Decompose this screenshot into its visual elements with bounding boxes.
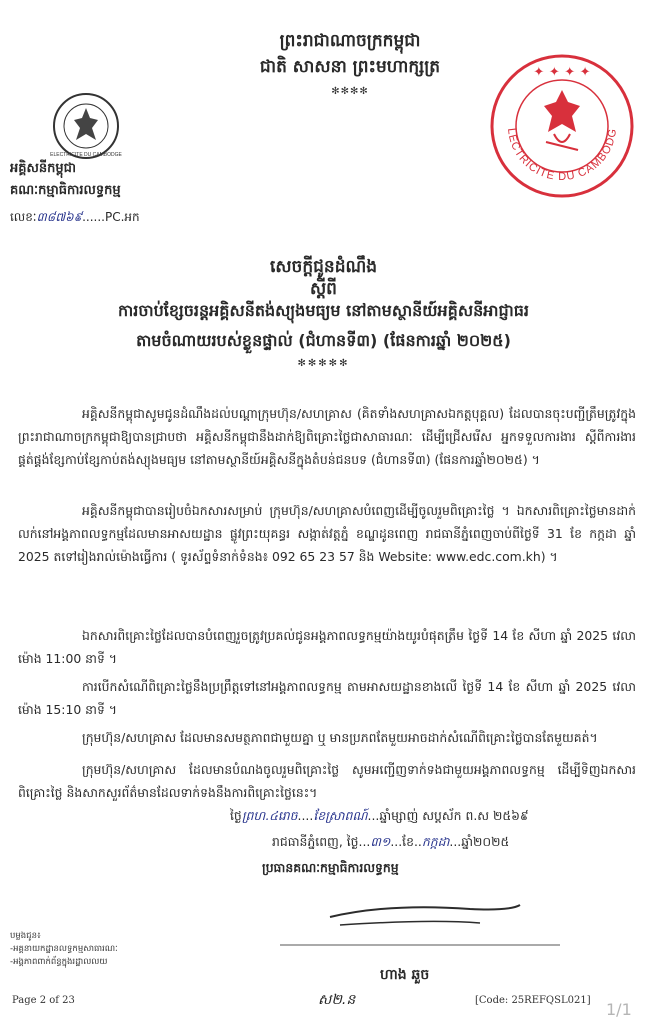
paragraph-6-text: ក្រុមហ៊ុន/សហគ្រាស ដែលមានបំណងចូលរួមពិគ្រោះថ្លៃ សូមអញ្ជើញទាក់ទងជាមួយអង្គភាពលទ្ធកម្ម ដើម្បីទិញឯកសារពិគ្រោះថ្លៃ និងសាកសួរព័ត៌មានដែលទាក់ទងនឹងការពិគ្រោះថ្លៃនេះ។ — [18, 762, 636, 800]
solar-year: ឆ្នាំ២០២៥ — [461, 834, 510, 849]
paragraph-1-text: អគ្គិសនីកម្ពុជាសូមជូនដំណឹងដល់បណ្តាក្រុមហ៊ុន/សហគ្រាស (គិតទាំងសហគ្រាសឯកត្តបុគ្គល) ដែលបានចុះបញ្ជីត្រឹមត្រូវក្នុងព្រះរាជាណាចក្រកម្ពុជាឱ្យបានជ្រាបថា អគ្គិសនីកម្ពុជានឹងដាក់ឱ្យពិគ្រោះថ្លៃជាសាធារណៈ ដើម្បីជ្រើសរើស អ្នកទទួលការងារ ស្តីពីការងារផ្គត់ផ្គង់ខ្សែកាប់ខ្សែកាប់តង់ស្យុងមធ្យម នៅតាមស្ថានីយ៍អគ្គិសនីក្នុងតំបន់ជនបទ (ជំហានទី៣) (ផែនការឆ្នាំ២០២៥) ។ — [18, 406, 636, 467]
edc-logo — [50, 92, 122, 160]
solar-month-label: ខែ — [402, 834, 414, 849]
kingdom-heading: ព្រះរាជាណាចក្រកម្ពុជា — [279, 31, 421, 51]
paragraph-2-text: អគ្គិសនីកម្ពុជាបានរៀបចំឯកសារសម្រាប់ ក្រុមហ៊ុន/សហគ្រាសបំពេញដើម្បីចូលរួមពិគ្រោះថ្លៃ ។ ឯកសារពិគ្រោះថ្លៃមានដាក់លក់នៅអង្គភាពលទ្ធកម្មដែលមានអាសយដ្ឋាន ផ្លូវព្រះយុគន្ធរ សង្កាត់វត្តភ្នំ ខណ្ឌដូនពេញ រាជធានីភ្នំពេញចាប់ពីថ្ងៃទី 31 ខែ កក្កដា ឆ្នាំ 2025 តទៅរៀងរាល់ម៉ោងធ្វើការ ( ទូរស័ព្ទទំនាក់ទំនង៖ 092 65 23 57 និង Website: www.edc.com.kh) ។ — [18, 503, 636, 564]
lunar-month-handwritten: ខែស្រាពណ៍ — [313, 808, 368, 823]
reference-number — [10, 209, 140, 227]
lunar-prefix: ថ្ងៃ — [230, 808, 242, 823]
organization-name: អគ្គិសនីកម្ពុជា — [10, 161, 77, 176]
paragraph-6 — [18, 758, 636, 804]
reference-prefix: លេខៈ — [10, 210, 37, 224]
official-stamp — [488, 50, 636, 202]
page-count-indicator: 1/1 — [606, 1000, 632, 1019]
svg-text:✦ ✦ ✦ ✦: ✦ ✦ ✦ ✦ — [533, 65, 591, 80]
paragraph-4-text: ការបើកសំណើពិគ្រោះថ្លៃនឹងប្រព្រឹត្តទៅនៅអង្គភាពលទ្ធកម្ម តាមអាសយដ្ឋានខាងលើ ថ្ងៃទី 14 ខែ សីហា ឆ្នាំ 2025 វេលាម៉ោង 15:10 នាទី ។ — [18, 679, 636, 717]
paragraph-3 — [18, 624, 636, 670]
recipient-2: -អង្គភាពពាក់ព័ន្ធក្នុងរដ្ឋាលលយ — [10, 957, 108, 967]
svg-text:ELECTRICITE DU CAMBODGE: ELECTRICITE DU CAMBODGE — [50, 152, 122, 158]
solar-date: រាជធានីភ្នំពេញ, ថ្ងៃ...៣១...ខែ..កក្កដា...ឆ្នាំ២០២៥ — [272, 834, 510, 849]
lunar-date: ថ្ងៃព្រហ.៤រោច....ខែស្រាពណ៍...ឆ្នាំម្សាញ់ សប្តស័ក ព.ស ២៥៦៩ — [230, 808, 529, 823]
notice-title: សេចក្តីជូនដំណឹង — [269, 257, 378, 277]
signature-image — [270, 895, 570, 965]
recipients-block — [10, 930, 118, 969]
solar-month: កក្កដា — [421, 834, 450, 849]
motto-decoration: ✻✻✻✻ — [331, 86, 369, 97]
lunar-day-handwritten: ព្រហ.៤រោច — [241, 808, 298, 823]
svg-text:ELECTRICITE DU CAMBODGE: LECTRICITE DU CAMBODG — [504, 127, 620, 184]
page-number: Page 2 of 23 — [12, 995, 75, 1006]
solar-day: ៣១ — [370, 834, 391, 849]
committee-name: គណៈកម្មាធិការលទ្ធកម្ម — [10, 183, 121, 198]
signer-name: ហាង ឆួច — [380, 967, 430, 983]
reference-handwritten: ៣៨៧៦៩ — [36, 210, 83, 224]
reference-suffix: ......PC.អក — [82, 210, 140, 224]
signer-initials: ស២.ន — [318, 992, 356, 1008]
paragraph-5 — [18, 726, 636, 749]
notice-subject-line1: ការចាប់ខ្សែចរន្តអគ្គិសនីតង់ស្យុងមធ្យម នៅតាមស្ថានីយ៍អគ្គិសនីអាជ្ញាធរ — [118, 301, 529, 320]
paragraph-4 — [18, 675, 636, 721]
solar-prefix: រាជធានីភ្នំពេញ, ថ្ងៃ — [272, 834, 359, 849]
recipient-1: -អគ្គនាយកដ្ឋានលទ្ធកម្មសាធារណៈ — [10, 944, 118, 954]
paragraph-1 — [18, 402, 636, 471]
signer-title: ប្រធានគណៈកម្មាធិការលទ្ធកម្ម — [262, 860, 399, 875]
paragraph-2 — [18, 499, 636, 568]
document-code: [Code: 25REFQSL021] — [475, 995, 591, 1006]
recipients-label: បម្លងជូន៖ — [10, 931, 41, 941]
notice-subject-label: ស្តីពី — [310, 279, 337, 299]
notice-subject-line2: តាមចំណាយរបស់ខ្លួនផ្ទាល់ (ជំហានទី៣) (ផែនការឆ្នាំ ២០២៥) — [136, 331, 511, 350]
paragraph-3-text: ឯកសារពិគ្រោះថ្លៃដែលបានបំពេញរួចត្រូវប្រគល់ជូនអង្គភាពលទ្ធកម្មយ៉ាងយូរបំផុតត្រឹម ថ្ងៃទី 14 ខែ សីហា ឆ្នាំ 2025 វេលាម៉ោង 11:00 នាទី ។ — [18, 628, 636, 666]
title-decoration: ✻✻✻✻✻ — [297, 358, 350, 369]
motto-heading: ជាតិ សាសនា ព្រះមហាក្សត្រ — [259, 57, 441, 77]
lunar-suffix: ឆ្នាំម្សាញ់ សប្តស័ក ព.ស ២៥៦៩ — [379, 808, 529, 823]
paragraph-5-text: ក្រុមហ៊ុន/សហគ្រាស ដែលមានសមត្ថភាពជាមួយគ្នា ឬ មានប្រភពតែមួយអាចដាក់សំណើពិគ្រោះថ្លៃបានតែមួយគត់។ — [82, 730, 598, 745]
